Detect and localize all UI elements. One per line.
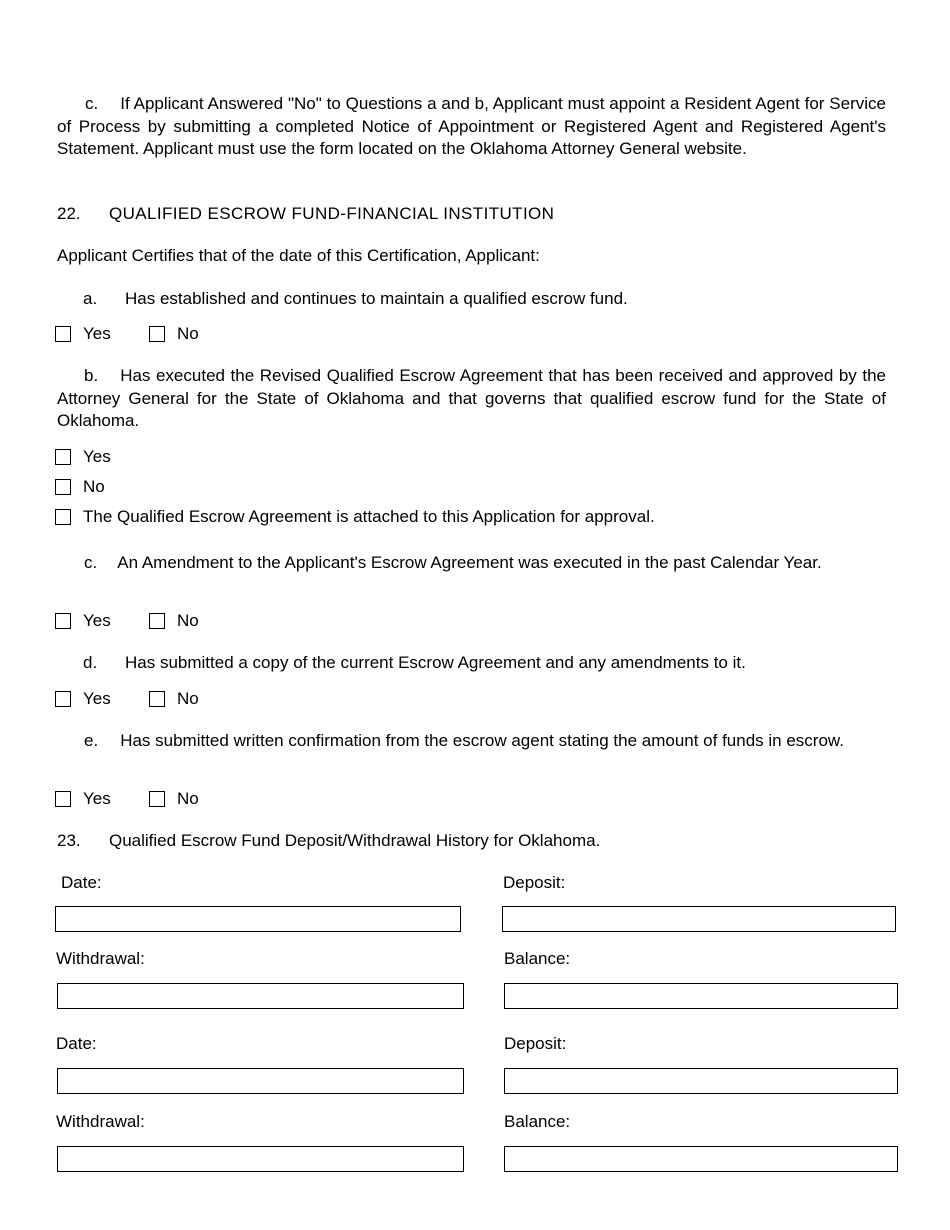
question-d-yes-checkbox[interactable] (55, 691, 71, 707)
section-23-number: 23. (57, 831, 81, 850)
section-22-title: QUALIFIED ESCROW FUND-FINANCIAL INSTITUTION (109, 204, 555, 223)
date-field-1[interactable] (55, 906, 461, 932)
question-b-yes-checkbox[interactable] (55, 449, 71, 465)
deposit-label-1: Deposit: (503, 873, 566, 892)
question-b-paragraph (57, 365, 886, 433)
question-d-no-checkbox[interactable] (149, 691, 165, 707)
section-23-heading (57, 831, 600, 851)
withdrawal-field-2[interactable] (57, 1146, 464, 1172)
question-b-no-label: No (83, 477, 105, 496)
question-c-yes-checkbox[interactable] (55, 613, 71, 629)
withdrawal-label-2: Withdrawal: (56, 1112, 145, 1131)
question-c-no-label: No (177, 611, 199, 630)
question-c-letter: c. (84, 553, 98, 572)
question-e-letter: e. (84, 731, 99, 750)
question-b-text: Has executed the Revised Qualified Escrow Agreement that has been received and approved by the Attorney General for the State of Oklahoma and that governs that qualified escrow fund for the State of Oklahoma. (57, 366, 886, 430)
section-23-title: Qualified Escrow Fund Deposit/Withdrawal History for Oklahoma. (109, 831, 601, 850)
deposit-label-2: Deposit: (504, 1034, 567, 1053)
question-b-letter: b. (84, 366, 99, 385)
question-c-no-checkbox[interactable] (149, 613, 165, 629)
question-d-text: Has submitted a copy of the current Escrow Agreement and any amendments to it. (125, 653, 746, 672)
question-c-yes-label: Yes (83, 611, 111, 630)
section-22-heading (57, 204, 554, 224)
question-e-text: Has submitted written confirmation from the escrow agent stating the amount of funds in escrow. (120, 731, 844, 750)
question-b-yes-label: Yes (83, 447, 111, 466)
withdrawal-label-1: Withdrawal: (56, 949, 145, 968)
question-e-no-checkbox[interactable] (149, 791, 165, 807)
question-c-text: An Amendment to the Applicant's Escrow Agreement was executed in the past Calendar Year. (117, 553, 822, 572)
item-c-text: If Applicant Answered "No" to Questions a and b, Applicant must appoint a Resident Agent for Service of Process by submitting a completed Notice of Appointment or Registered Agent and Registered Agent's Statement. Applicant must use the form located on the Oklahoma Attorney General website. (57, 94, 886, 158)
date-field-2[interactable] (57, 1068, 464, 1094)
item-c-letter: c. (85, 94, 99, 113)
question-a-letter: a. (83, 289, 98, 308)
certifies-statement: Applicant Certifies that of the date of this Certification, Applicant: (57, 246, 540, 265)
deposit-field-2[interactable] (504, 1068, 898, 1094)
question-a-no-checkbox[interactable] (149, 326, 165, 342)
date-label-1: Date: (61, 873, 102, 892)
item-c-paragraph (57, 93, 886, 161)
section-22-number: 22. (57, 204, 81, 223)
question-d (83, 653, 746, 673)
question-b-no-checkbox[interactable] (55, 479, 71, 495)
question-a-yes-label: Yes (83, 324, 111, 343)
question-a-text: Has established and continues to maintain a qualified escrow fund. (125, 289, 628, 308)
balance-label-1: Balance: (504, 949, 571, 968)
question-d-no-label: No (177, 689, 199, 708)
question-a-no-label: No (177, 324, 199, 343)
balance-field-2[interactable] (504, 1146, 898, 1172)
date-label-2: Date: (56, 1034, 97, 1053)
question-d-letter: d. (83, 653, 98, 672)
balance-label-2: Balance: (504, 1112, 571, 1131)
question-d-yes-label: Yes (83, 689, 111, 708)
question-a-yes-checkbox[interactable] (55, 326, 71, 342)
question-c-paragraph (57, 552, 886, 575)
question-b-attached-label: The Qualified Escrow Agreement is attached to this Application for approval. (83, 507, 655, 526)
balance-field-1[interactable] (504, 983, 898, 1009)
question-b-attached-checkbox[interactable] (55, 509, 71, 525)
deposit-field-1[interactable] (502, 906, 896, 932)
question-e-yes-checkbox[interactable] (55, 791, 71, 807)
question-e-paragraph (57, 730, 886, 753)
withdrawal-field-1[interactable] (57, 983, 464, 1009)
question-e-yes-label: Yes (83, 789, 111, 808)
question-a (83, 289, 628, 309)
question-e-no-label: No (177, 789, 199, 808)
